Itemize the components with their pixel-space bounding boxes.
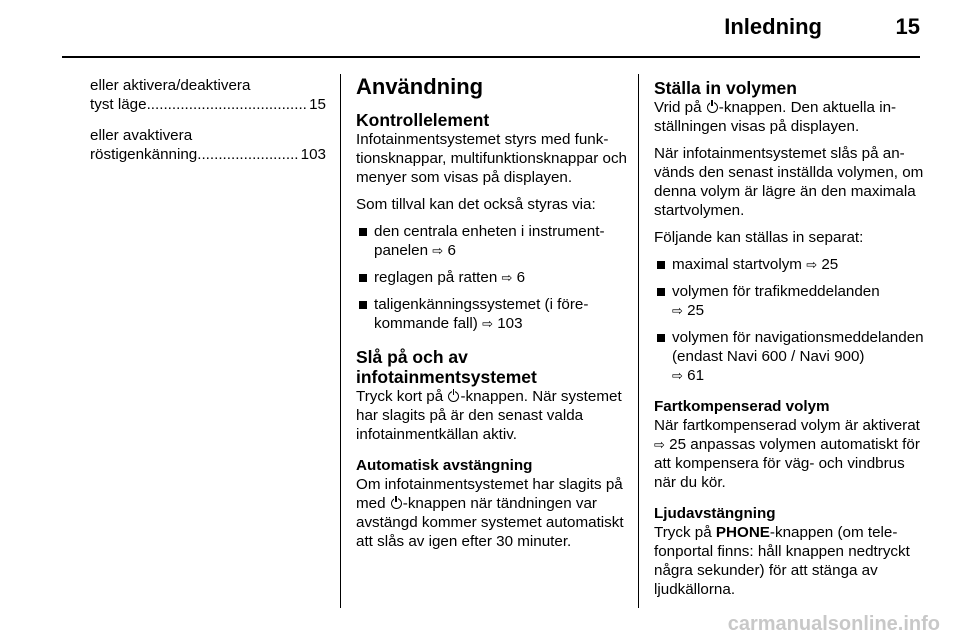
toc-page-number: 103 [300, 146, 326, 163]
subsection-heading: Kontrollelement [356, 110, 490, 130]
toc-entry-text: röstigenkänning [90, 146, 198, 163]
column-volume [654, 78, 926, 607]
page-reference[interactable]: 6 [447, 242, 456, 259]
bullet-list [654, 255, 926, 385]
paragraph: Som tillval kan det också styras via: [356, 196, 596, 213]
page-reference[interactable]: 25 [821, 256, 839, 273]
toc-entry-text: eller aktivera/deaktivera [90, 77, 251, 94]
page-header-title: Inledning [724, 14, 822, 39]
page-reference[interactable]: 25 [669, 436, 687, 453]
phone-key-label: PHONE [715, 524, 770, 541]
list-item [356, 268, 628, 287]
column-divider [340, 74, 341, 608]
paragraph: När infotainmentsystemet slås på används den senast inställda volymen, om denna volym är lägre än den maximala startvolymen. [654, 145, 924, 219]
subsection-heading: Automatisk avstängning [356, 457, 533, 474]
toc-leader [147, 95, 307, 114]
list-item [356, 222, 628, 260]
list-item [654, 255, 926, 274]
page-number: 15 [895, 14, 920, 39]
paragraph: Tryck på PHONE-knappen (om telefonportal finns: håll knappen nedtryckt några sekunder) för att stänga av ljudkällorna. [654, 524, 910, 598]
subsection-heading: Fartkompenserad volym [654, 398, 830, 415]
subsection-heading: Ljudavstängning [654, 505, 776, 522]
column-usage [356, 74, 628, 559]
power-knob-icon [707, 102, 718, 113]
list-item-text: reglagen på ratten [374, 269, 498, 286]
list-item-text: volymen för navigationsmeddelanden (endast Navi 600 / Navi 900) [672, 329, 924, 365]
bullet-list [356, 222, 628, 333]
reference-arrow-icon: ⇨ [672, 368, 683, 383]
paragraph: Vrid på -knappen. Den aktuella inställningen visas på displayen. [654, 99, 897, 135]
section-heading: Användning [356, 74, 484, 99]
reference-arrow-icon: ⇨ [806, 257, 818, 272]
subsection-heading: Slå på och av infotainmentsystemet [356, 347, 537, 387]
subsection-heading: Ställa in volymen [654, 78, 797, 98]
toc-page-number: 15 [309, 96, 326, 113]
page-reference[interactable]: 61 [687, 367, 705, 384]
list-item-text: volymen för trafikmeddelanden [672, 283, 880, 300]
power-knob-icon [391, 498, 402, 509]
page-reference[interactable]: 25 [687, 302, 705, 319]
page-reference[interactable]: 103 [497, 315, 523, 332]
reference-arrow-icon: ⇨ [501, 270, 513, 285]
paragraph: Om infotainmentsystemet har slagits på med -knappen när tändningen var avstängd kommer systemet automatiskt att slås av igen efter 30 minuter. [356, 476, 624, 550]
column-toc [90, 76, 326, 172]
list-item-text: taligenkänningssystemet (i förekommande fall) [374, 296, 589, 332]
reference-arrow-icon: ⇨ [654, 437, 665, 452]
watermark: carmanualsonline.info [727, 613, 940, 635]
toc-leader [197, 145, 297, 164]
list-item [356, 295, 628, 333]
header-rule [62, 56, 920, 58]
paragraph: När fartkompenserad volym är aktiverat ⇨ 25 anpassas volymen automatiskt för att kompensera för väg- och vindbrus när du kör. [654, 417, 920, 491]
reference-arrow-icon: ⇨ [482, 316, 493, 331]
paragraph: Infotainmentsystemet styrs med funktionsknappar, multifunktionsknappar och menyer som visas på displayen. [356, 131, 628, 186]
reference-arrow-icon: ⇨ [672, 303, 683, 318]
column-divider [638, 74, 639, 608]
reference-arrow-icon: ⇨ [432, 243, 444, 258]
page-reference[interactable]: 6 [516, 269, 526, 286]
toc-entry[interactable] [90, 126, 326, 164]
paragraph: Följande kan ställas in separat: [654, 229, 864, 246]
list-item [654, 328, 926, 385]
list-item-text: maximal startvolym [672, 256, 802, 273]
toc-entry-text: eller avaktivera [90, 127, 193, 144]
power-knob-icon [448, 391, 459, 402]
toc-entry[interactable] [90, 76, 326, 114]
toc-entry-text: tyst läge [90, 96, 147, 113]
paragraph: Tryck kort på -knappen. När systemet har slagits på är den senast valda infotainmentkällan aktiv. [356, 388, 622, 443]
list-item [654, 282, 926, 320]
list-item-text: den centrala enheten i instrumentpanelen [374, 223, 605, 259]
